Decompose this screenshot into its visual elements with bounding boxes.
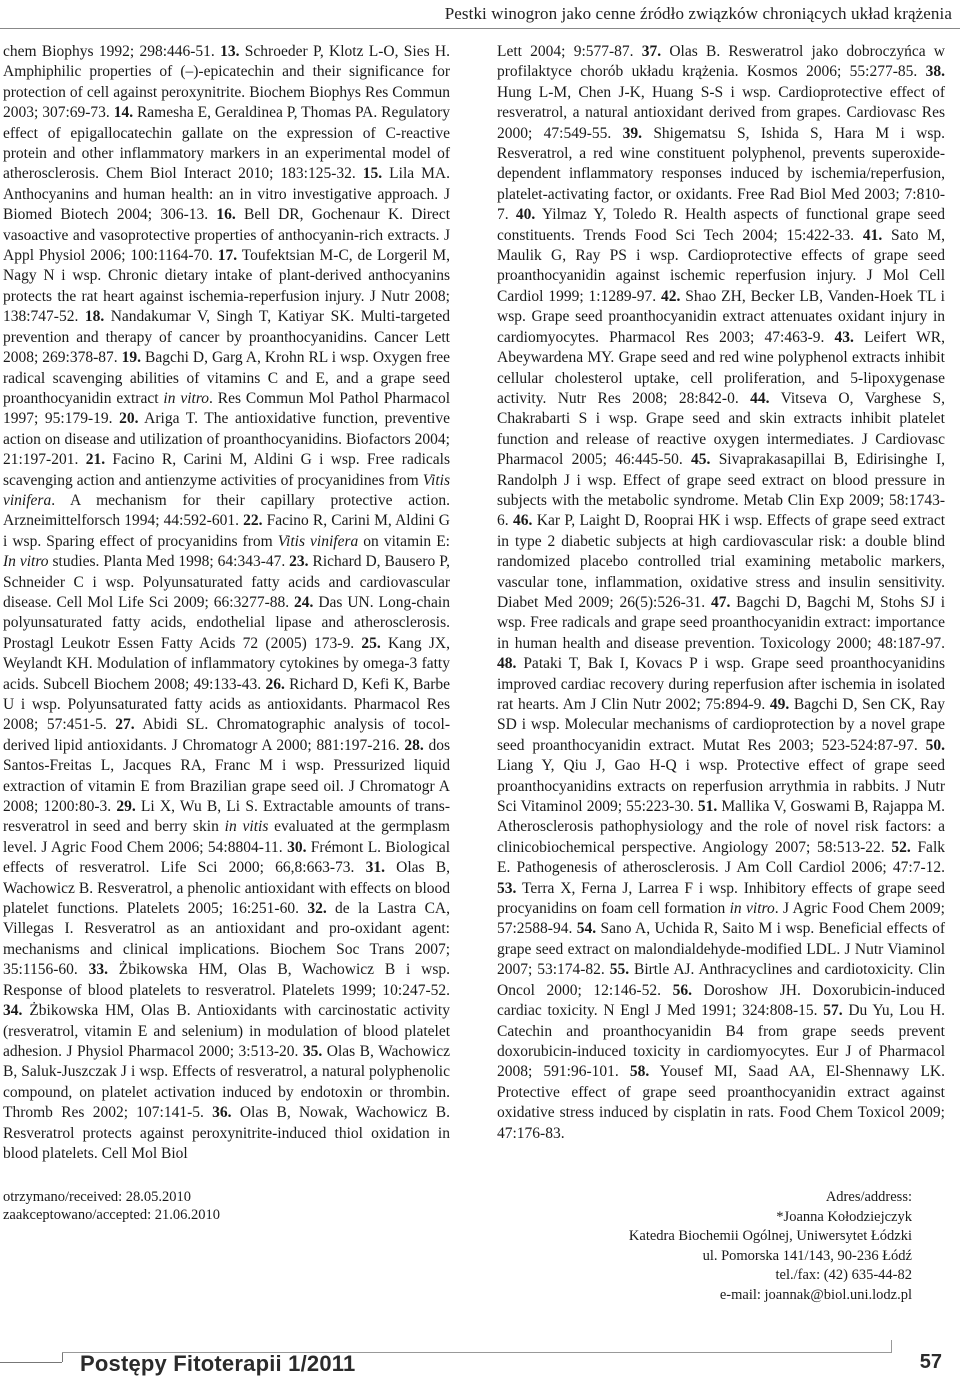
reference-number: 40. — [515, 206, 536, 224]
reference-number: 56. — [672, 981, 692, 999]
italic-term: In vitro — [3, 553, 49, 571]
reference-number: 46. — [513, 512, 533, 530]
reference-number: 51. — [697, 798, 718, 816]
correspondence-address — [629, 1188, 912, 1305]
submission-dates — [3, 1188, 220, 1224]
reference-number: 35. — [302, 1042, 323, 1060]
reference-number: 14. — [113, 104, 134, 122]
reference-number: 42. — [661, 287, 681, 305]
italic-term: in vitro — [729, 900, 775, 918]
reference-number: 31. — [365, 859, 385, 877]
page-number: 57 — [919, 1351, 942, 1373]
italic-term: Vitis vinifera — [277, 532, 359, 550]
reference-number: 20. — [119, 410, 139, 428]
journal-name: Postępy Fitoterapii 1/2011 — [80, 1351, 356, 1376]
reference-number: 32. — [307, 900, 327, 918]
reference-number: 26. — [265, 675, 285, 693]
reference-number: 22. — [243, 512, 263, 530]
reference-number: 18. — [84, 308, 105, 326]
address-label: Adres/address: — [825, 1189, 912, 1205]
reference-number: 52. — [891, 838, 911, 856]
reference-number: 48. — [497, 655, 517, 673]
reference-number: 30. — [287, 838, 307, 856]
references-right-column: Lett 2004; 9:577-87. 37. Olas B. Resweratrol jako dobroczyńca w profilaktyce chorób układu krążenia. Kosmos 2006; 55:277-85. 38. Hung L-M, Chen J-K, Huang S-S i wsp. Cardioprotective effect of resveratrol, a natural antioxidant derived from grapes. Cardiovasc Res 2000; 47:549-55. 39. Shigematsu S, Ishida S, Hara M i wsp. Resveratrol, a red wine constituent polyphenol, prevents superoxide-dependent inflammatory responses induced by ischemia/reperfusion, platelet-activating factor, or oxidants. Free Rad Biol Med 2003; 7:810-7. 40. Yilmaz Y, Toledo R. Health aspects of functional grape seed constituents. Trends Food Sci Tech 2004; 15:422-33. 41. Sato M, Maulik G, Ray PS i wsp. Cardioprotective effects of grape seed proanthocyanidin against ischemic reperfusion injury. J Mol Cell Cardiol 1999; 1:1289-97. 42. Shao ZH, Becker LB, Vanden-Hoek TL i wsp. Grape seed proanthocyanidin extract attenuates oxidant injury in cardiomyocytes. Pharmacol Res 2003; 47:463-9. 43. Leifert WR, Abeywardena MY. Grape seed and red wine polyphenol extracts inhibit cellular cholesterol uptake, cell proliferation, and 5-lipoxygenase activity. Nutr Res 2008; 28:842-0. 44. Vitseva O, Varghese S, Chakrabarti S i wsp. Grape seed and skin extracts inhibit platelet function and release of reactive oxygen intermediates. J Cardiovasc Pharmacol 2005; 46:445-50. 45. Sivaprakasapillai B, Edirisinghe I, Randolph J i wsp. Effect of grape seed extract on blood pressure in subjects with the metabolic syndrome. Metab Clin Exp 2009; 58:1743-6. 46. Kar P, Laight D, Rooprai HK i wsp. Effects of grape seed extract in type 2 diabetic subjects at high cardiovascular risk: a double blind randomized placebo controlled trial examining metabolic markers, vascular tone, inflammation, oxidative stress and insulin sensitivity. Diabet Med 2009; 26(5):526-31. 47. Bagchi D, Bagchi M, Stohs SJ i wsp. Free radicals and grape seed proanthocyanidin extract: importance in human health and disease prevention. Toxicology 2000; 48:187-97. 48. Pataki T, Bak I, Kovacs P i wsp. Grape seed proanthocyanidins improved cardiac recovery during reperfusion after ischemia in isolated rat hearts. Am J Clin Nutr 2002; 75:894-9. 49. Bagchi D, Sen CK, Ray SD i wsp. Molecular mechanisms of cardioprotection by a novel grape seed proanthocyanidin extract. Mutat Res 2003; 523-524:87-97. 50. Liang Y, Qiu J, Gao H-Q i wsp. Protective effect of grape seed proanthocyanidins extracts on reperfusion arrythmia in rabbits. J Nutr Sci Vitaminol 2009; 55:223-30. 51. Mallika V, Goswami B, Rajappa M. Atherosclerosis pathophysiology and the role of novel risk factors: a clinicobiochemical perspective. Angiology 2007; 58:513-22. 52. Falk E. Pathogenesis of atherosclerosis. J Am Coll Cardiol 2006; 47:7-12. 53. Terra X, Ferna J, Larrea F i wsp. Inhibitory effects of grape seed procyanidins on foam cell formation in vitro. J Agric Food Chem 2009; 57:2588-94. 54. Sano A, Uchida R, Saito M i wsp. Beneficial effects of grape seed extract on malondialdehyde-modified LDL. J Nutr Viaminol 2007; 53:174-82. 55. Birtle AJ. Anthracyclines and cardiotoxicity. Clin Oncol 2000; 12:146-52. 56. Doroshow JH. Doxorubicin-induced cardiac toxicity. N Engl J Med 1991; 324:808-15. 57. Du Yu, Lou H. Catechin and proanthocyanidin B4 from grape seeds prevent doxorubicin-induced toxicity in cardiomyocytes. Eur J of Pharmacol 2008; 591:96-101. 58. Yousef MI, Saad AA, El-Shennawy LK. Protective effect of grape seed proanthocyanidin extract against oxidative stress induced by cisplatin in rats. Food Chem Toxicol 2009; 47:176-83. — [497, 43, 946, 1142]
reference-number: 58. — [629, 1063, 650, 1081]
reference-number: 44. — [750, 389, 770, 407]
reference-number: 49. — [769, 696, 790, 713]
reference-number: 39. — [622, 124, 642, 142]
reference-number: 34. — [3, 1002, 23, 1020]
reference-number: 50. — [925, 736, 945, 754]
reference-number: 47. — [710, 593, 731, 611]
references-left-column: chem Biophys 1992; 298:446-51. 13. Schroeder P, Klotz L-O, Sies H. Amphiphilic properties of (–)-epicatechin and their significance for protection of cell against peroxynitrite. Biochem Biophys Res Commun 2003; 307:69-73. 14. Ramesha E, Geraldinea P, Thomas PA. Regulatory effect of epigallocatechin gallate on the expression of C-reactive protein and other inflammatory markers in an experimental model of atherosclerosis. Chem Biol Interact 2010; 183:125-32. 15. Lila MA. Anthocyanins and human health: an in vitro investigative approach. J Biomed Biotech 2004; 306-13. 16. Bell DR, Gochenaur K. Direct vasoactive and vasoprotective properties of anthocyanin-rich extracts. J Appl Physiol 2006; 100:1164-70. 17. Toufektsian M-C, de Lorgeril M, Nagy N i wsp. Chronic dietary intake of plant-derived anthocyanins protects the rat heart against ischemia-reperfusion injury. J Nutr 2008; 138:747-52. 18. Nandakumar V, Singh T, Katiyar SK. Multi-targeted prevention and therapy of cancer by proanthocyanidins. Cancer Lett 2008; 269:378-87. 19. Bagchi D, Garg A, Krohn RL i wsp. Oxygen free radical scavenging abilities of vitamins C and E, and a grape seed proanthocyanidin extract in vitro. Res Commun Mol Pathol Pharmacol 1997; 95:179-19. 20. Ariga T. The antioxidative function, preventive action on disease and utilization of proanthocyanidins. Biofactors 2004; 21:197-201. 21. Facino R, Carini M, Aldini G i wsp. Free radicals scavenging action and antienzyme activities of procyanidines from Vitis vinifera. A mechanism for their capillary protective action. Arzneimittelforsch 1994; 44:592-601. 22. Facino R, Carini M, Aldini G i wsp. Sparing effect of procyanidins from Vitis vinifera on vitamin E: In vitro studies. Planta Med 1998; 64:343-47. 23. Richard D, Bausero P, Schneider C i wsp. Polyunsaturated fatty acids and cardiovascular disease. Cell Mol Life Sci 2009; 66:3277-88. 24. Das UN. Long-chain polyunsaturated fatty acids, endothelial lipase and atherosclerosis. Prostagl Leukotr Essen Fatty Acids 72 (2005) 173-9. 25. Kang JX, Weylandt KH. Modulation of inflammatory cytokines by omega-3 fatty acids. Subcell Biochem 2008; 49:133-43. 26. Richard D, Kefi K, Barbe U i wsp. Polyunsaturated fatty acids as antioxidants. Pharmacol Res 2008; 57:451-5. 27. Abidi SL. Chromatographic analysis of tocol-derived lipid antioxidants. J Chromatogr A 2000; 881:197-216. 28. dos Santos-Freitas L, Jacques RA, Franc M i wsp. Pressurized liquid extraction of vitamin E from Brazilian grape seed oil. J Chromatogr A 2008; 1200:80-3. 29. Li X, Wu B, Li S. Extractable amounts of trans-resveratrol in seed and berry skin in vitis evaluated at the germplasm level. J Agric Food Chem 2006; 54:8804-11. 30. Frémont L. Biological effects of resveratrol. Life Sci 2000; 66,8:663-73. 31. Olas B, Wachowicz B. Resveratrol, a phenolic antioxidant with effects on blood platelet functions. Platelets 2005; 16:251-60. 32. de la Lastra CA, Villegas I. Resveratrol as an antioxidant and pro-oxidant agent: mechanisms and clinical implications. Biochem Soc Trans 2007; 35:1156-60. 33. Żbikowska HM, Olas B, Wachowicz B i wsp. Response of blood platelets to resveratrol. Platelets 1999; 10:247-52. 34. Żbikowska HM, Olas B. Antioxidants with carcinostatic activity (resveratrol, vitamin E and selenium) in modulation of blood platelet adhesion. J Physiol Pharmacol 2000; 3:513-20. 35. Olas B, Wachowicz B, Saluk-Juszczak J i wsp. Effects of resveratrol, a natural polyphenolic compound, on platelet activation induced by endotoxin or thrombin. Thromb Res 2002; 107:141-5. 36. Olas B, Nowak, Wachowicz B. Resveratrol protects against peroxynitrite-induced thiol oxidation in blood platelets. Cell Mol Biol — [3, 43, 451, 1162]
reference-number: 37. — [641, 43, 662, 60]
footer-bracket — [62, 1352, 63, 1362]
reference-number: 28. — [404, 736, 424, 754]
reference-number: 15. — [362, 165, 383, 183]
received-date: otrzymano/received: 28.05.2010 — [3, 1189, 192, 1205]
reference-number: 54. — [576, 920, 597, 938]
running-head: Pestki winogron jako cenne źródło związków chroniących układ krążenia — [444, 4, 952, 23]
street-address: ul. Pomorska 141/143, 90-236 Łódź — [702, 1247, 912, 1264]
reference-number: 24. — [294, 593, 314, 611]
reference-number: 41. — [862, 226, 883, 244]
reference-number: 16. — [216, 206, 236, 224]
reference-number: 33. — [88, 961, 108, 979]
reference-number: 19. — [121, 349, 142, 367]
reference-number: 17. — [217, 247, 238, 265]
italic-term: in vitis — [224, 818, 269, 836]
reference-number: 53. — [497, 879, 517, 897]
reference-number: 29. — [116, 798, 136, 816]
author-name: *Joanna Kołodziejczyk — [776, 1208, 912, 1225]
reference-number: 43. — [834, 328, 854, 346]
institution: Katedra Biochemii Ogólnej, Uniwersytet Łódzki — [628, 1228, 912, 1244]
reference-number: 38. — [925, 63, 945, 81]
reference-number: 57. — [823, 1002, 843, 1020]
reference-number: 23. — [289, 553, 309, 571]
phone-fax: tel./fax: (42) 635-44-82 — [775, 1267, 912, 1283]
footer-end-tick — [891, 1340, 892, 1353]
email-address: e-mail: joannak@biol.uni.lodz.pl — [719, 1286, 912, 1303]
reference-number: 55. — [609, 961, 630, 979]
reference-number: 27. — [115, 716, 135, 734]
italic-term: in vitro — [163, 389, 210, 407]
reference-number: 13. — [220, 43, 240, 60]
italic-term: Vitis vinifera — [3, 471, 450, 509]
reference-number: 25. — [361, 634, 381, 652]
reference-number: 21. — [85, 451, 106, 469]
footer-rule-left — [0, 1362, 62, 1363]
reference-number: 36. — [212, 1104, 232, 1122]
reference-number: 45. — [691, 451, 711, 469]
accepted-date: zaakceptowano/accepted: 21.06.2010 — [3, 1207, 221, 1223]
header-divider — [0, 28, 960, 29]
